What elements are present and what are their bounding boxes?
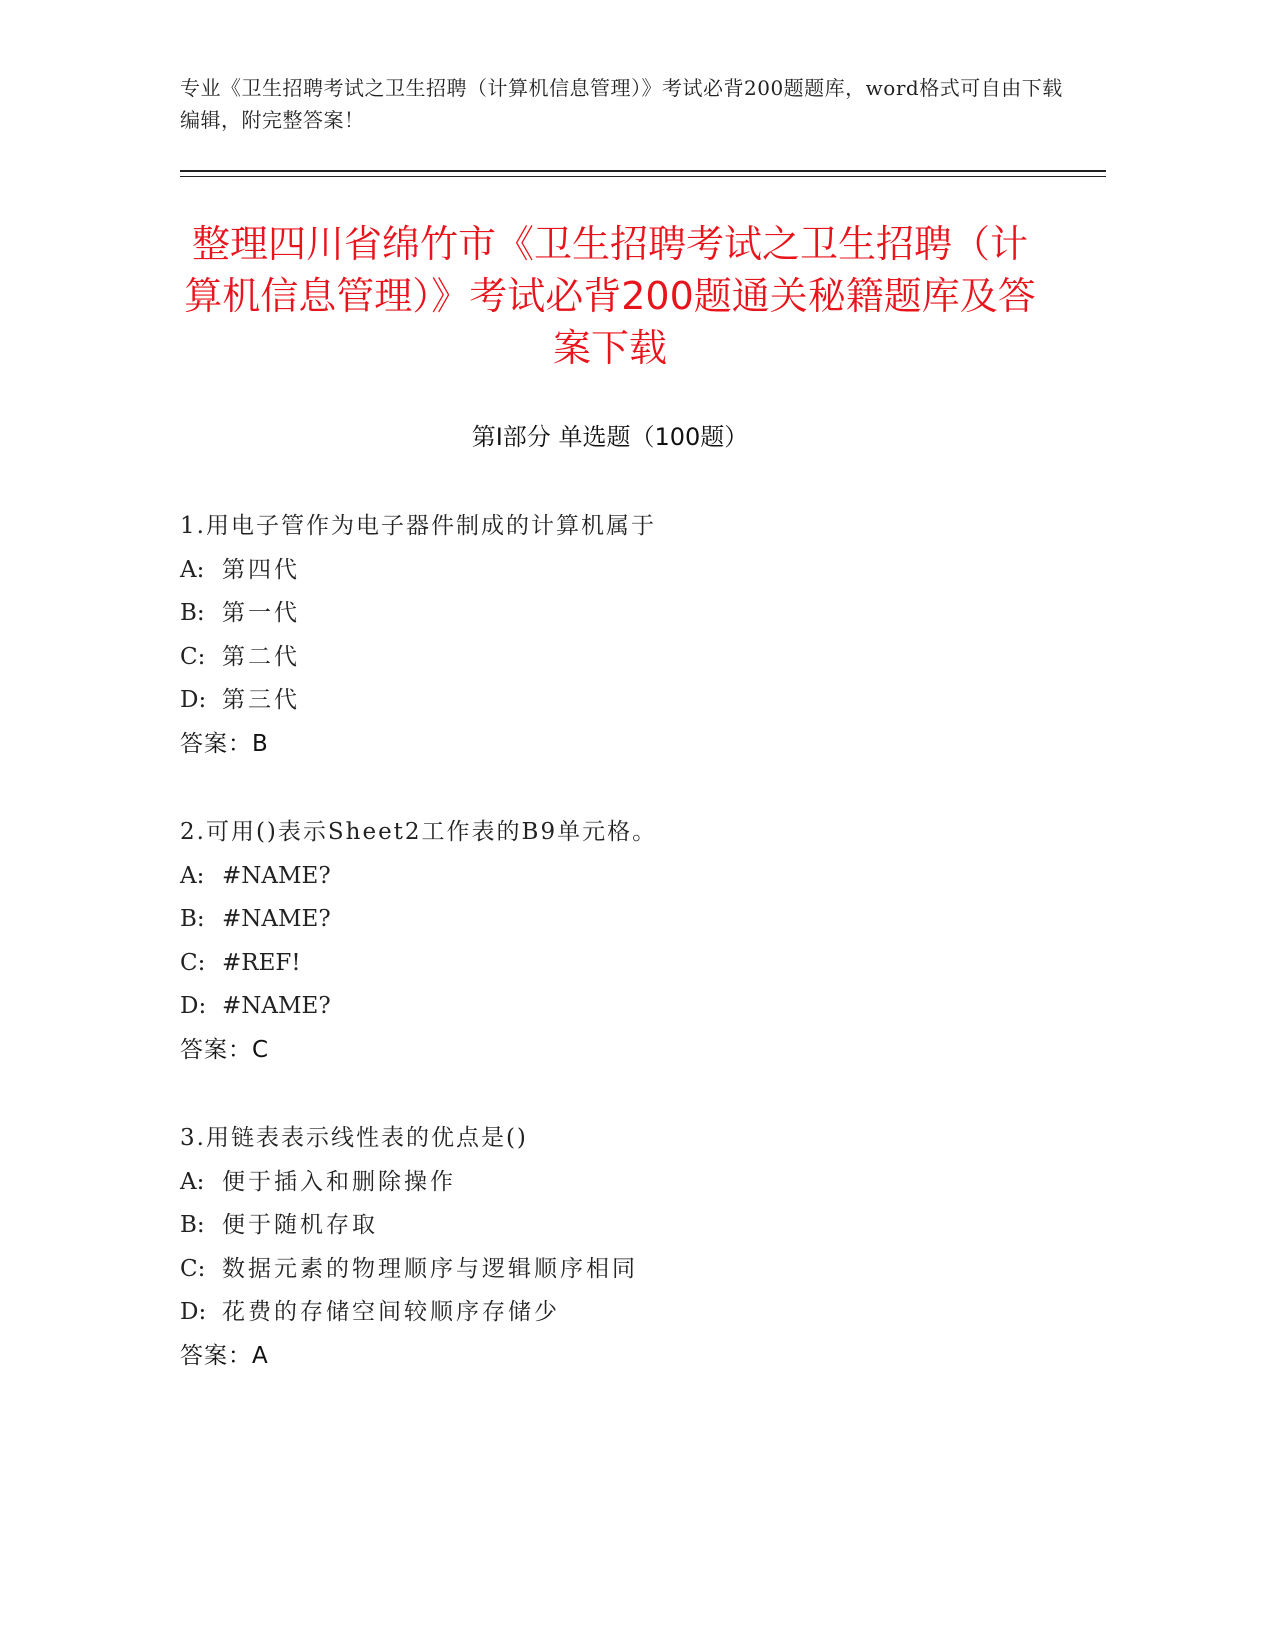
option-text: 便于插入和删除操作 <box>222 1168 456 1195</box>
option-label: D: <box>180 687 207 713</box>
option-d <box>180 985 1080 1029</box>
option-a <box>180 549 1080 593</box>
question-2 <box>180 811 1080 1072</box>
header-divider-thin <box>180 176 1106 177</box>
option-label: A: <box>180 1168 205 1195</box>
option-text: #NAME? <box>222 862 331 889</box>
question-list <box>180 505 1080 1423</box>
option-label: C: <box>180 1255 206 1282</box>
option-label: D: <box>180 993 207 1019</box>
option-b <box>180 1204 1080 1248</box>
option-label: C: <box>180 949 206 976</box>
answer-line: 答案：A <box>180 1342 269 1369</box>
document-title: 整理四川省绵竹市《卫生招聘考试之卫生招聘（计算机信息管理）》考试必背200题通关秘籍题库及答案下载 <box>184 222 1036 370</box>
option-text: 便于随机存取 <box>222 1212 378 1238</box>
option-b <box>180 898 1080 942</box>
option-text: 第二代 <box>222 643 300 670</box>
option-text: 第四代 <box>222 556 300 583</box>
question-stem: 3.用链表表示线性表的优点是() <box>180 1125 528 1151</box>
option-d <box>180 1291 1080 1335</box>
option-a <box>180 1161 1080 1205</box>
option-c <box>180 942 1080 986</box>
option-label: B: <box>180 1212 205 1238</box>
option-label: D: <box>180 1299 207 1325</box>
option-text: 数据元素的物理顺序与逻辑顺序相同 <box>222 1255 638 1282</box>
section-title: 第Ⅰ部分 单选题（100题） <box>471 423 749 451</box>
option-text: #REF! <box>222 949 301 976</box>
question-1 <box>180 505 1080 766</box>
option-label: B: <box>180 600 205 626</box>
option-label: B: <box>180 906 205 932</box>
option-label: A: <box>180 556 205 583</box>
option-text: 第三代 <box>222 687 300 713</box>
option-label: C: <box>180 643 206 670</box>
option-text: 花费的存储空间较顺序存储少 <box>222 1299 560 1325</box>
header-note: 专业《卫生招聘考试之卫生招聘（计算机信息管理）》考试必背200题题库，word格式可自由下载编辑，附完整答案！ <box>180 76 1063 132</box>
answer-line: 答案：C <box>180 1036 270 1063</box>
option-label: A: <box>180 862 205 889</box>
option-a <box>180 855 1080 899</box>
header-divider-thick <box>180 170 1106 172</box>
question-stem: 1.用电子管作为电子器件制成的计算机属于 <box>180 513 656 539</box>
answer-line: 答案：B <box>180 730 269 757</box>
question-stem: 2.可用()表示Sheet2工作表的B9单元格。 <box>180 819 658 845</box>
option-d <box>180 679 1080 723</box>
option-c <box>180 636 1080 680</box>
option-b <box>180 592 1080 636</box>
option-text: #NAME? <box>222 906 331 932</box>
option-c <box>180 1248 1080 1292</box>
option-text: 第一代 <box>222 600 300 626</box>
question-3 <box>180 1117 1080 1378</box>
option-text: #NAME? <box>222 993 331 1019</box>
